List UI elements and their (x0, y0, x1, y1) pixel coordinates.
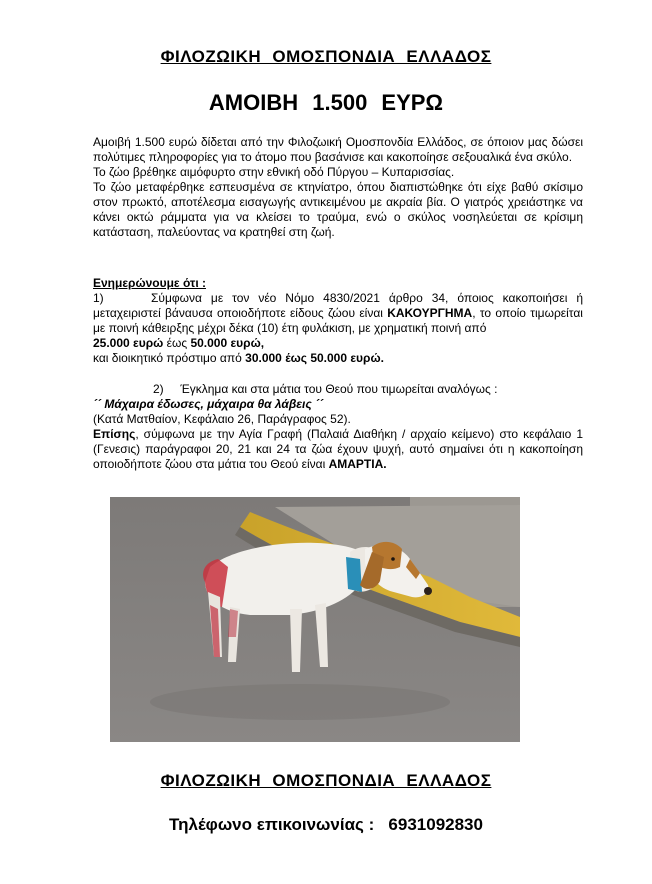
law-item-number: 1) (93, 291, 104, 305)
bible-quote: ´´ Μάχαιρα έδωσες, μάχαιρα θα λάβεις ´´ (93, 397, 324, 411)
law-item-text (93, 291, 583, 336)
faith-item-text: Έγκλημα και στα μάτια του Θεού που τιμωρείται αναλόγως : (180, 382, 498, 396)
reward-title: ΑΜΟΙΒΗ 1.500 ΕΥΡΩ (208, 90, 444, 115)
fine-mid: έως (163, 336, 191, 350)
intro-paragraph-2: Το ζώο βρέθηκε αιμόφυρτο στην εθνική οδό Πύργου – Κυπαρισσίας. (93, 165, 455, 179)
fine-line (93, 336, 583, 351)
law-text-a: Σύμφωνα με τον νέο Νόμο 4830/2021 άρθρο 34, όποιος κακοποιήσει ή μεταχειριστεί βάναυσα οποιοδήποτε είδους ζώου είναι (93, 291, 583, 320)
org-name-header: ΦΙΛΟΖΩΙΚΗ ΟΜΟΣΠΟΝΔΙΑ ΕΛΛΑΔΟΣ (160, 47, 492, 66)
genesis-paragraph (93, 427, 583, 472)
intro-section (93, 135, 583, 240)
also-text: , σύμφωνα με την Αγία Γραφή (Παλαιά Διαθήκη / αρχαίο κείμενο) στο κεφάλαιο 1 (Γενεσις) παράγραφοι 20, 21 και 24 τα ζώα έχουν ψυχή, αυτό σημαίνει ότι η κακοποίηση οποιοδήποτε ζώου στα μάτια του Θεού είναι (93, 427, 583, 471)
faith-item-number: 2) (153, 382, 164, 396)
fine-from: 25.000 ευρώ (93, 336, 164, 350)
fine-to: 50.000 ευρώ, (190, 336, 265, 350)
intro-paragraph-1: Αμοιβή 1.500 ευρώ δίδεται από την Φιλοζωική Ομοσπονδία Ελλάδος, σε όποιον μας δώσει πολύτιμες πληροφορίες για το άτομο που βασάνισε και κακοποίησε σεξουαλικά ένα σκύλο. (93, 135, 583, 164)
law-item (93, 291, 583, 336)
crime-label: ΚΑΚΟΥΡΓΗΜΑ (387, 306, 473, 320)
inform-section (93, 276, 583, 366)
intro-paragraph-3: Το ζώο μεταφέρθηκε εσπευσμένα σε κτηνίατρο, όπου διαπιστώθηκε ότι είχε βαθύ σκίσιμο στον πρωκτό, αποτέλεσμα εισαγωγής αντικειμένου με ακραία βία. Ο γιατρός χρειάστηκε να κάνει οκτώ ράμματα για να κλείσει το τραύμα, ενώ ο σκύλος νοσηλεύεται σε κρίσιμη κατάσταση, παλεύοντας να κρατηθεί στη ζωή. (93, 180, 583, 239)
inform-heading: Ενημερώνουμε ότι : (93, 276, 206, 290)
org-name-footer: ΦΙΛΟΖΩΙΚΗ ΟΜΟΣΠΟΝΔΙΑ ΕΛΛΑΔΟΣ (160, 771, 492, 790)
phone-number: 6931092830 (388, 815, 483, 834)
phone-label: Τηλέφωνο επικοινωνίας : (169, 815, 375, 834)
law-text-b: , το οποίο τιμωρείται με ποινή κάθειρξης μέχρι δέκα (10) έτη φυλάκιση, με χρηματική ποινή από (93, 306, 583, 335)
sin-label: ΑΜΑΡΤΙΑ. (328, 457, 387, 471)
bible-reference: (Κατά Ματθαίον, Κεφάλαιο 26, Παράγραφος 52). (93, 412, 351, 426)
injured-dog-photo (110, 497, 520, 742)
faith-item (93, 382, 583, 397)
admin-amount: 30.000 έως 50.000 ευρώ. (245, 351, 384, 365)
contact-line (0, 815, 652, 835)
admin-text: και διοικητικό πρόστιμο από (93, 351, 246, 365)
also-label: Επίσης (93, 427, 136, 441)
admin-fine-line (93, 351, 583, 366)
faith-section (93, 382, 583, 472)
